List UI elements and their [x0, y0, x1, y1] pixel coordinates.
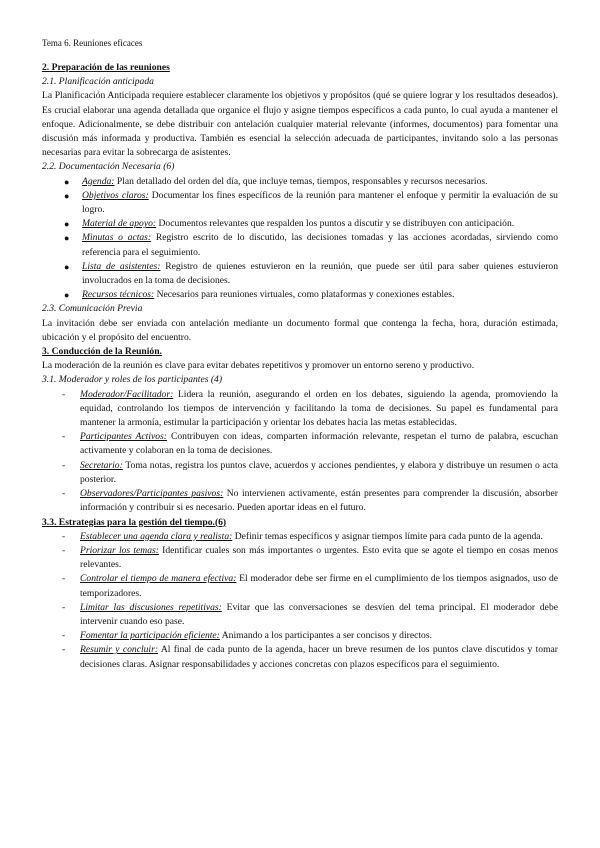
- item-text: Necesarios para reuniones virtuales, como plataformas y conexiones estables.: [154, 289, 455, 301]
- list-item: [80, 643, 558, 671]
- item-term: Minutas o actas:: [82, 232, 152, 244]
- item-term: Agenda:: [82, 175, 115, 187]
- item-term: Participantes Activos:: [80, 431, 167, 443]
- item-text: El moderador debe ser firme en el cumplimiento de los tiempos asignados, uso de temporizadores.: [80, 573, 558, 599]
- item-text: Documentos relevantes que respalden los puntos a discutir y se distribuyen con anticipación.: [156, 218, 515, 230]
- list-item: [82, 231, 558, 259]
- item-text: Lidera la reunión, asegurando el orden en los debates, siguiendo la agenda, promoviendo la equidad, controlando los tiempos de intervención y facilitando la toma de decisiones. Su papel es fundamental para mantener la armonía, estimular la participación y orientar los debates hacia las metas establecidas.: [80, 388, 558, 429]
- item-term: Resumir y concluir:: [80, 644, 159, 656]
- item-text: Toma notas, registra los puntos clave, acuerdos y acciones pendientes, y elabora y distribuye un resumen o acta posterior.: [80, 459, 558, 485]
- list-item: [80, 459, 558, 487]
- list-item: [80, 388, 558, 431]
- section-2-2-title: 2.2. Documentación Necesaria (6): [42, 161, 175, 173]
- list-item: [82, 189, 558, 217]
- item-term: Controlar el tiempo de manera efectiva:: [80, 573, 237, 585]
- section-3-1-title: 3.1. Moderador y roles de los participantes (4): [42, 374, 223, 386]
- time-strategies-list: [42, 530, 558, 672]
- list-item: [80, 629, 558, 643]
- list-item: [80, 544, 558, 572]
- item-term: Limitar las discusiones repetitivas:: [80, 601, 222, 613]
- section-2-3-title: 2.3. Comunicación Previa: [42, 303, 143, 315]
- item-text: Registro de quienes estuvieron en la reunión, que puede ser útil para saber quienes estuvieron involucrados en la toma de decisiones.: [82, 260, 558, 287]
- section-3-intro: La moderación de la reunión es clave para evitar debates repetitivos y promover un entorno sereno y productivo.: [42, 360, 475, 372]
- section-3-3-title: 3.3. Estrategias para la gestión del tiempo.(6): [42, 516, 227, 528]
- list-item: [80, 430, 558, 458]
- item-text: Definir temas específicos y asignar tiempos límite para cada punto de la agenda.: [232, 530, 543, 542]
- list-item: [80, 572, 558, 600]
- list-item: [80, 530, 558, 544]
- section-2-1-title: 2.1. Planificación anticipada: [42, 76, 154, 88]
- item-text: Contribuyen con ideas, comparten información relevante, respetan el turno de palabra, escuchan activamente y colaboran en la toma de decisiones.: [80, 431, 558, 457]
- item-term: Objetivos claros:: [82, 189, 149, 201]
- item-text: Registro escrito de lo discutido, las decisiones tomadas y las acciones acordadas, sirviendo como referencia para el seguimiento.: [82, 232, 558, 258]
- documentation-list: [42, 175, 558, 303]
- item-text: No intervienen activamente, están presentes para comprender la discusión, absorber información y contribuir si es necesario. Pueden aportar ideas en el futuro.: [80, 488, 558, 514]
- section-3-title: 3. Conducción de la Reunión.: [42, 346, 162, 358]
- roles-list: [42, 388, 558, 516]
- item-term: Moderador/Facilitador:: [80, 388, 174, 400]
- page-header: Tema 6. Reuniones eficaces: [42, 38, 143, 48]
- item-term: Secretario:: [80, 459, 123, 471]
- section-2-title: 2. Preparación de las reuniones: [42, 62, 170, 73]
- item-text: Evitar que las conversaciones se desvíen del tema principal. El moderador debe intervenir cuando eso pase.: [80, 601, 558, 627]
- item-text: Identificar cuales son más importantes o urgentes. Esto evita que se agote el tiempo en cosas menos relevantes.: [80, 544, 558, 571]
- item-term: Lista de asistentes:: [82, 260, 161, 272]
- document-body: [42, 61, 558, 672]
- list-item: [82, 217, 558, 231]
- item-term: Priorizar los temas:: [80, 544, 159, 556]
- item-term: Establecer una agenda clara y realista:: [80, 530, 233, 542]
- item-term: Fomentar la participación eficiente:: [80, 630, 220, 642]
- list-item: [82, 175, 558, 189]
- item-term: Recursos técnicos:: [82, 289, 155, 301]
- list-item: [80, 487, 558, 515]
- item-term: Observadores/Participantes pasivos:: [80, 488, 224, 500]
- item-term: Material de apoyo:: [82, 218, 157, 230]
- item-text: Al final de cada punto de la agenda, hacer un breve resumen de los puntos clave discutidos y tomar decisiones claras. Asignar responsabilidades y acciones concretas con plazos específicos para el seguimiento.: [80, 644, 558, 670]
- list-item: [82, 260, 558, 288]
- section-2-3-text: La invitación debe ser enviada con antelación mediante un documento formal que contenga la fecha, hora, duración estimada, ubicación y el propósito del encuentro.: [42, 317, 558, 343]
- item-text: Plan detallado del orden del día, que incluye temas, tiempos, responsables y recursos necesarios.: [114, 175, 488, 187]
- item-text: Documentar los fines específicos de la reunión para mantener el enfoque y permitir la evaluación de su logro.: [82, 189, 558, 216]
- list-item: [82, 288, 558, 302]
- item-text: Animando a los participantes a ser concisos y directos.: [219, 630, 432, 642]
- list-item: [80, 601, 558, 629]
- section-2-1-text: La Planificación Anticipada requiere establecer claramente los objetivos y propósitos (qué se quiere lograr y los resultados deseados). Es crucial elaborar una agenda detallada que organice el flujo y asigne tiempos específicos a cada punto, lo cual ayuda a mantener el enfoque. Adicionalmente, se debe distribuir con antelación cualquier material relevante (informes, documentos) para fomentar una discusión más informada y productiva. También es esencial la selección adecuada de participantes, invitando solo a las personas necesarias para evitar la sobrecarga de asistentes.: [42, 90, 558, 159]
